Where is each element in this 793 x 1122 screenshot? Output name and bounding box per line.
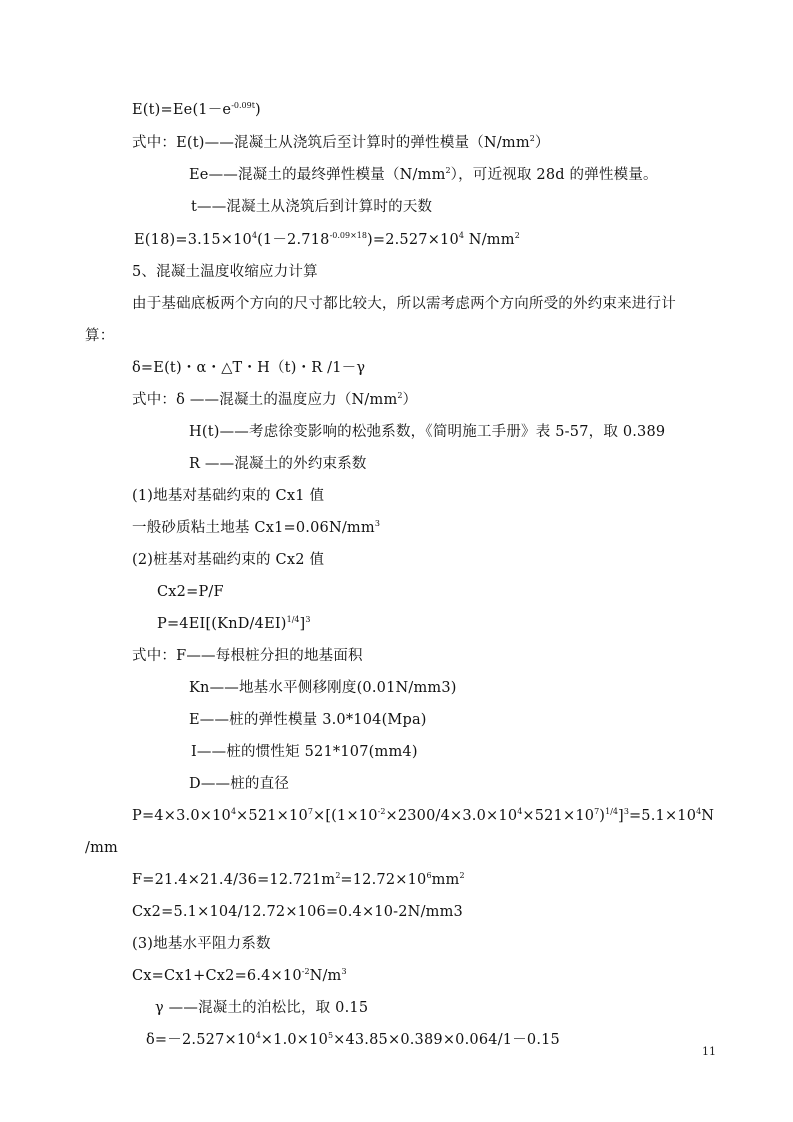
item-2-heading: (2)桩基对基础约束的 Cx2 值 [132,552,325,568]
legend-kn: Kn——地基水平侧移刚度(0.01N/mm3) [189,680,457,696]
legend-delta: 式中：δ ——混凝土的温度应力$(N/mm^2)$ [132,391,418,408]
legend-e: E——桩的弹性模量 3.0*104(Mpa) [189,712,427,728]
formula-p-calc-cont: /mm [85,840,118,856]
legend-r: R ——混凝土的外约束系数 [189,456,367,472]
formula-e18: $E(18)=3.15\times 10^4(1-2.718^{-0.09\times 18})=2.527\times 10^4$ $N/mm^2$ [134,231,520,248]
legend-f: 式中：F——每根桩分担的地基面积 [132,648,363,664]
item-1-heading: (1)地基对基础约束的 Cx1 值 [132,488,325,504]
item-1-value: 一般砂质粘土地基 $Cx1=0.06N/mm^3$ [132,519,380,536]
paragraph-line-1: 由于基础底板两个方向的尺寸都比较大，所以需考虑两个方向所受的外约束来进行计 [132,296,676,312]
legend-h-t: H(t)——考虑徐变影响的松弛系数，《简明施工手册》表 5-57，取 0.389 [189,424,666,440]
formula-cx2: Cx2=P/F [157,584,224,600]
formula-cx2-calc: Cx2=5.1×104/12.72×106=0.4×10-2N/mm3 [132,904,463,920]
legend-ee: Ee——混凝土的最终弹性模量$(N/mm^2)$，可近视取 28d 的弹性模量。 [189,166,658,183]
formula-elastic-modulus: $E(t)=Ee(1-e^{-0.09t})$ [132,101,261,118]
formula-p-calc: $P=4\times 3.0\times 10^4\times 521\times 10^7\times[(1\times 10^{-2}\times 2300/4\times 3.0\times 10^4\times 521\times 10^7)^{1/4}]^3=5.1\times 10^4N$ [132,807,715,824]
page-number: 11 [702,1045,716,1058]
paragraph-line-2: 算： [85,328,115,344]
legend-d: D——桩的直径 [189,776,290,792]
legend-gamma: γ ——混凝土的泊松比，取 0.15 [155,1000,369,1016]
formula-p: $P=4EI[(KnD/4EI)^{1/4}]^3$ [157,615,311,632]
legend-e-t: 式中：E(t)——混凝土从浇筑后至计算时的弹性模量$(N/mm^2)$ [132,134,550,151]
legend-t: t——混凝土从浇筑后到计算时的天数 [191,199,433,215]
section-heading-5: 5、混凝土温度收缩应力计算 [132,264,318,280]
formula-cx: $Cx=Cx1+Cx2=6.4\times 10^{-2}N/m^3$ [132,967,347,984]
item-3-heading: (3)地基水平阻力系数 [132,936,271,952]
legend-i: I——桩的惯性矩 521*107(mm4) [191,744,418,760]
formula-f-calc: $F=21.4\times 21.4/36=12.721m^2=12.72\times 10^6mm^2$ [132,871,465,888]
formula-delta-calc: $\delta=-2.527\times 10^4\times 1.0\times 10^5\times 43.85\times 0.389\times 0.064/1-0.15$ [146,1031,560,1048]
formula-stress: δ=E(t)・α・△T・H（t)・R /1－γ [132,360,366,376]
